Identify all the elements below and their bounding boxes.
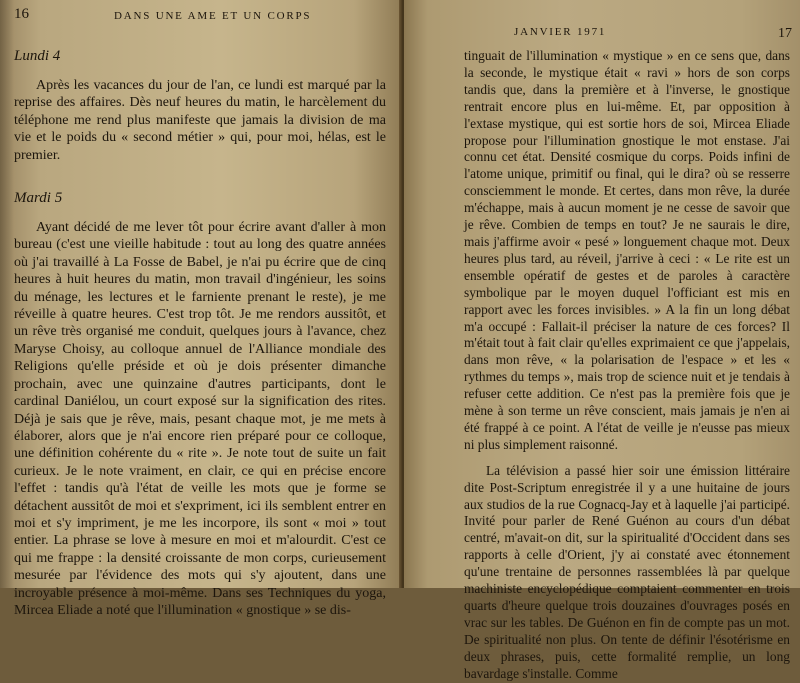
right-page — [404, 0, 800, 681]
right-page-header — [404, 26, 800, 46]
television-paragraph: La télévision a passé hier soir une émission littéraire dite Post-Scriptum enregistrée il y a une huitaine de jours aux studios de la rue Cognacq-Jay et à laquelle j'ai participé. Invité pour parler de René Guénon au cours d'un débat centré, m'avait-on dit, sur la spiritualité d'Occident dans ses rapports à celle d'Orient, j'y ai constaté avec étonnement qu'une trentaine de personnes rassemblées là par quelque machiniste encyclopédique comptaient commenter en trois quarts d'heure quelque trois douzaines d'ouvrages posés en vrac sur les tables. De Guénon en fin de compte pas un mot. De spiritualité non plus. On tente de définir l'ésotérisme en deux phrases, puis, cette formalité remplie, un long bavardage s'installe. Comme — [464, 462, 790, 681]
entry-paragraph: Ayant décidé de me lever tôt pour écrire avant d'aller à mon bureau (c'est une vieille habitude : tout au long des quatre années où j'ai travaillé à La Fosse de Babel, je n'ai pu écrire que de cinq heures à huit heures du matin, mon travail d'ingénieur, les soins du ménage, les lectures et le farniente prenant le reste), je me réveille à quatre heures. C'est trop tôt. Je me rendors aussitôt, et un rêve très organisé me conduit, quelques jours à l'avance, chez Maryse Choisy, au colloque annuel de l'Alliance mondiale des Religions qu'elle préside et où je dois présenter dimanche prochain, avec une quinzaine d'autres participants, dont le cardinal Daniélou, un court exposé sur la signification des rites. Déjà je sais que je rêve, mais, pesant chaque mot, je me mets à élaborer, alors que je n'ai encore rien préparé pour ce colloque, une définition cohérente du « rite ». Je note tout de suite un fait curieux. Je le note vraiment, en clair, ce qui en précise encore l'effet : tandis qu'à l'état de veille les mots que je forme se détachent aussitôt de moi et s'expriment, ici ils semblent entrer en moi et s'y impriment, je me les incorpore, ils sont « moi » tout entier. La phrase se love à mesure en moi et m'alourdit. C'est ce qui me frappe : la densité croissante de mon corps, curieusement mesurée par l'évidence des mots qui s'y ajoutent, dans une incroyable présence à moi-même. Dans ses Techniques du yoga, Mircea Eliade a noté que l'illumination « gnostique » se dis- — [14, 220, 386, 618]
page-edge-shadow — [0, 0, 14, 588]
right-page-number: 17 — [778, 26, 792, 41]
entry-heading-mardi: Mardi 5 — [14, 190, 63, 207]
right-running-head: JANVIER 1971 — [514, 26, 607, 38]
right-page-body — [464, 48, 790, 683]
entry-heading-lundi: Lundi 4 — [14, 48, 61, 64]
left-running-head: DANS UNE AME ET UN CORPS — [114, 10, 312, 22]
paragraph-spacer — [464, 454, 790, 463]
left-page — [0, 0, 402, 618]
left-page-header — [14, 6, 386, 36]
continued-paragraph: tinguait de l'illumination « mystique » en ce sens que, dans la seconde, le mystique était « ravi » hors de son corps tandis que, dans la première et à l'inverse, le gnostique rentrait encore plus en lui-même. Et, par opposition à l'extase mystique, qui est sortie hors de soi, Mircea Eliade propose pour l'illumination gnostique le mot enstase. J'ai connu cet état. Densité cosmique du corps. Poids infini de l'atome unique, primitif ou final, qui le dira? où se resserre consciemment le monde. Et certes, dans mon rêve, la durée m'échappe, mais à aucun moment je ne cesse de savoir que je rêve. Combien de temps en tout? Je ne saurais le dire, mais j'affirme avoir « pesé » longuement chaque mot. Deux heures plus tard, au réveil, j'arrive à ceci : « Le rite est un ensemble opératif de gestes et de paroles à caractère symbolique par le moyen duquel l'officiant est mis en rapport avec les forces invisibles. » A la fin un long débat m'a occupé : Fallait-il préciser la nature de ces forces? Il m'était tout à fait clair qu'elles exprimaient ce que j'appelais, dans mon rêve, « la polarisation de l'espace » et les « rythmes du temps », mais trop de science nuit et je tendais à refuser cette addition. Ce n'est pas la première fois que je mène à son terme un rêve conscient, mais jamais je n'en ai été frappé à ce point. A l'état de veille je n'eusse pas mieux ni plus simplement raisonné. — [464, 48, 790, 452]
left-page-number: 16 — [14, 6, 29, 22]
entry-paragraph: Après les vacances du jour de l'an, ce lundi est marqué par la reprise des affaires. Dès neuf heures du matin, le harcèlement du téléphone me rend plus manifeste que jamais la division de ma vie et le poids du « second métier » qui, pour moi, hélas, est le premier. — [14, 78, 386, 163]
